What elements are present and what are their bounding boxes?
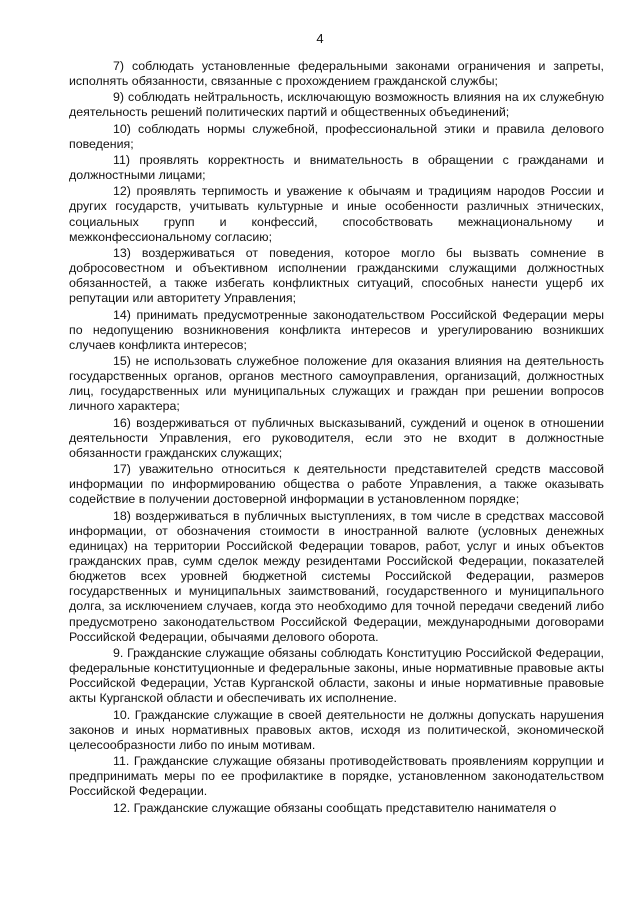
paragraph-item-17: 17) уважительно относиться к деятельности представителей средств массовой информации по информированию общества о работе Управления, а также оказывать содействие в получении достоверной информации в установленном порядке; [69, 462, 604, 507]
paragraph-item-18: 18) воздерживаться в публичных выступлениях, в том числе в средствах массовой информации, от обозначения стоимости в иностранной валюте (условных денежных единицах) на территории Российской Федерации товаров, работ, услуг и иных объектов гражданских прав, сумм сделок между резидентами Российской Федерации, показателей бюджетов всех уровней бюджетной системы Российской Федерации, размеров государственных и муниципальных заимствований, государственного и муниципального долга, за исключением случаев, когда это необходимо для точной передачи сведений либо предусмотрено законодательством Российской Федерации, международными договорами Российской Федерации, обычаями делового оборота. [69, 508, 604, 644]
paragraph-item-15: 15) не использовать служебное положение для оказания влияния на деятельность государственных органов, органов местного самоуправления, организаций, должностных лиц, государственных или муниципальных служащих и граждан при решении вопросов личного характера; [69, 353, 604, 414]
paragraph-section-9: 9. Гражданские служащие обязаны соблюдать Конституцию Российской Федерации, федеральные конституционные и федеральные законы, иные нормативные правовые акты Российской Федерации, Устав Курганской области, законы и иные нормативные правовые акты Курганской области и обеспечивать их исполнение. [69, 645, 604, 706]
paragraph-item-16: 16) воздерживаться от публичных высказываний, суждений и оценок в отношении деятельности Управления, его руководителя, если это не входит в должностные обязанности гражданских служащих; [69, 415, 604, 460]
document-body [69, 59, 604, 817]
paragraph-section-10: 10. Гражданские служащие в своей деятельности не должны допускать нарушения законов и иных нормативных правовых актов, исходя из политической, экономической целесообразности либо по иным мотивам. [69, 707, 604, 752]
paragraph-item-7: 7) соблюдать установленные федеральными законами ограничения и запреты, исполнять обязанности, связанные с прохождением гражданской службы; [69, 59, 604, 89]
paragraph-item-9: 9) соблюдать нейтральность, исключающую возможность влияния на их служебную деятельность решений политических партий и общественных объединений; [69, 90, 604, 120]
paragraph-item-11: 11) проявлять корректность и внимательность в обращении с гражданами и должностными лицами; [69, 152, 604, 183]
paragraph-item-14: 14) принимать предусмотренные законодательством Российской Федерации меры по недопущению возникновения конфликта интересов и урегулированию возникших случаев конфликта интересов; [69, 307, 604, 352]
paragraph-item-12: 12) проявлять терпимость и уважение к обычаям и традициям народов России и других государств, учитывать культурные и иные особенности различных этнических, социальных групп и конфессий, способствовать межнациональному и межконфессиональному согласию; [69, 184, 604, 244]
page-number: 4 [316, 31, 324, 46]
paragraph-section-12: 12. Гражданские служащие обязаны сообщать представителю нанимателя о [113, 800, 557, 815]
paragraph-section-11: 11. Гражданские служащие обязаны противодействовать проявлениям коррупции и предпринимать меры по ее профилактике в порядке, установленном законодательством Российской Федерации. [69, 754, 604, 799]
paragraph-item-10: 10) соблюдать нормы служебной, профессиональной этики и правила делового поведения; [69, 121, 604, 151]
paragraph-item-13: 13) воздерживаться от поведения, которое могло бы вызвать сомнение в добросовестном и объективном исполнении гражданскими служащими должностных обязанностей, а также избегать конфликтных ситуаций, способных нанести ущерб их репутации или авторитету Управления; [69, 245, 604, 306]
